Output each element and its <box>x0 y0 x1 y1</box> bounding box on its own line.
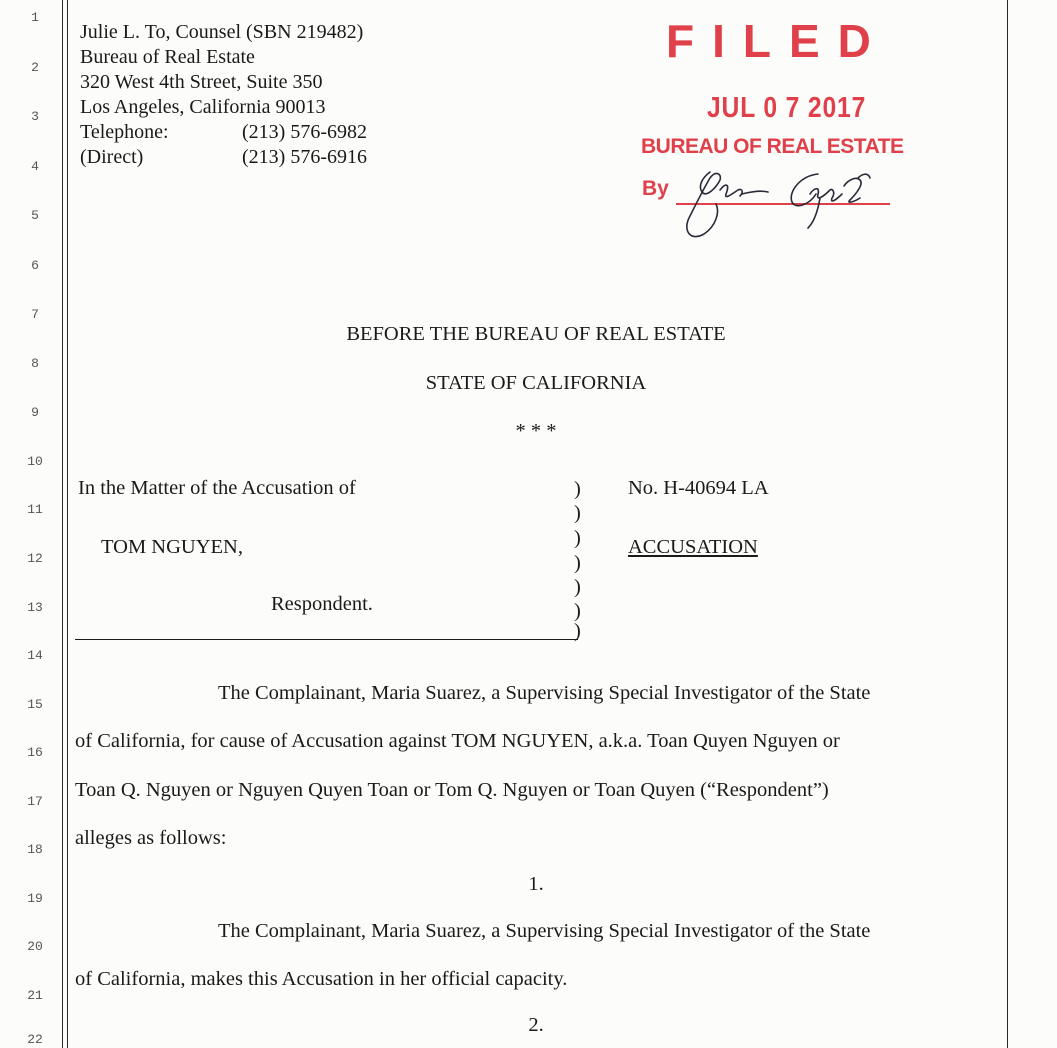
caption-respondent-name: TOM NGUYEN, <box>101 536 243 558</box>
caption-rule <box>75 639 578 640</box>
filed-stamp-title: FILED <box>666 15 889 67</box>
counsel-name: Julie L. To, Counsel (SBN 219482) <box>80 21 364 43</box>
paragraph-line: The Complainant, Maria Suarez, a Supervising Special Investigator of the State <box>218 682 871 704</box>
line-number: 9 <box>31 405 39 420</box>
filed-stamp-date: JUL 0 7 2017 <box>707 92 867 124</box>
paragraph-line: alleges as follows: <box>75 827 227 849</box>
clerk-signature <box>660 164 890 246</box>
direct-number: (213) 576-6916 <box>242 146 367 168</box>
caption-paren: ) <box>574 620 581 642</box>
filed-stamp-bureau: BUREAU OF REAL ESTATE <box>641 135 904 158</box>
line-number: 15 <box>27 697 43 712</box>
heading-stars: * * * <box>515 420 557 442</box>
line-number: 4 <box>31 159 39 174</box>
line-number: 1 <box>31 10 39 25</box>
caption-paren: ) <box>574 576 581 598</box>
paragraph-line: of California, makes this Accusation in her official capacity. <box>75 968 568 990</box>
caption-paren: ) <box>574 552 581 574</box>
paragraph-number: 2. <box>528 1014 544 1036</box>
caption-paren: ) <box>574 478 581 500</box>
line-number: 20 <box>27 939 43 954</box>
line-number: 14 <box>27 648 43 663</box>
caption-paren: ) <box>574 600 581 622</box>
caption-paren: ) <box>574 502 581 524</box>
line-number: 10 <box>27 454 43 469</box>
document-title: ACCUSATION <box>628 536 758 558</box>
caption-respondent-label: Respondent. <box>271 593 373 615</box>
paragraph-line: Toan Q. Nguyen or Nguyen Quyen Toan or Tom Q. Nguyen or Toan Quyen (“Respondent”) <box>75 779 829 801</box>
paragraph-line: of California, for cause of Accusation against TOM NGUYEN, a.k.a. Toan Quyen Nguyen or <box>75 730 840 752</box>
line-number: 22 <box>27 1032 43 1047</box>
line-number: 12 <box>27 551 43 566</box>
heading-state: STATE OF CALIFORNIA <box>425 372 647 394</box>
line-number: 21 <box>27 988 43 1003</box>
line-number: 16 <box>27 745 43 760</box>
line-number: 3 <box>31 109 39 124</box>
counsel-address: Los Angeles, California 90013 <box>80 96 326 118</box>
line-number: 17 <box>27 794 43 809</box>
heading-bureau: BEFORE THE BUREAU OF REAL ESTATE <box>346 323 726 345</box>
line-number: 11 <box>27 502 43 517</box>
filed-stamp-by: By <box>642 177 669 200</box>
line-number: 19 <box>27 891 43 906</box>
paragraph-number: 1. <box>528 873 544 895</box>
telephone-number: (213) 576-6982 <box>242 121 367 143</box>
line-number: 13 <box>27 600 43 615</box>
case-number: No. H-40694 LA <box>628 477 769 499</box>
counsel-address: 320 West 4th Street, Suite 350 <box>80 71 323 93</box>
line-number: 5 <box>31 208 39 223</box>
line-number: 18 <box>27 842 43 857</box>
paragraph-line: The Complainant, Maria Suarez, a Supervising Special Investigator of the State <box>218 920 871 942</box>
line-number: 8 <box>31 356 39 371</box>
counsel-org: Bureau of Real Estate <box>80 46 255 68</box>
caption-matter: In the Matter of the Accusation of <box>78 477 356 499</box>
line-number: 2 <box>31 60 39 75</box>
caption-paren: ) <box>574 527 581 549</box>
telephone-label: Telephone: <box>80 121 169 143</box>
line-number: 6 <box>31 258 39 273</box>
direct-label: (Direct) <box>80 146 144 168</box>
line-number: 7 <box>31 307 39 322</box>
